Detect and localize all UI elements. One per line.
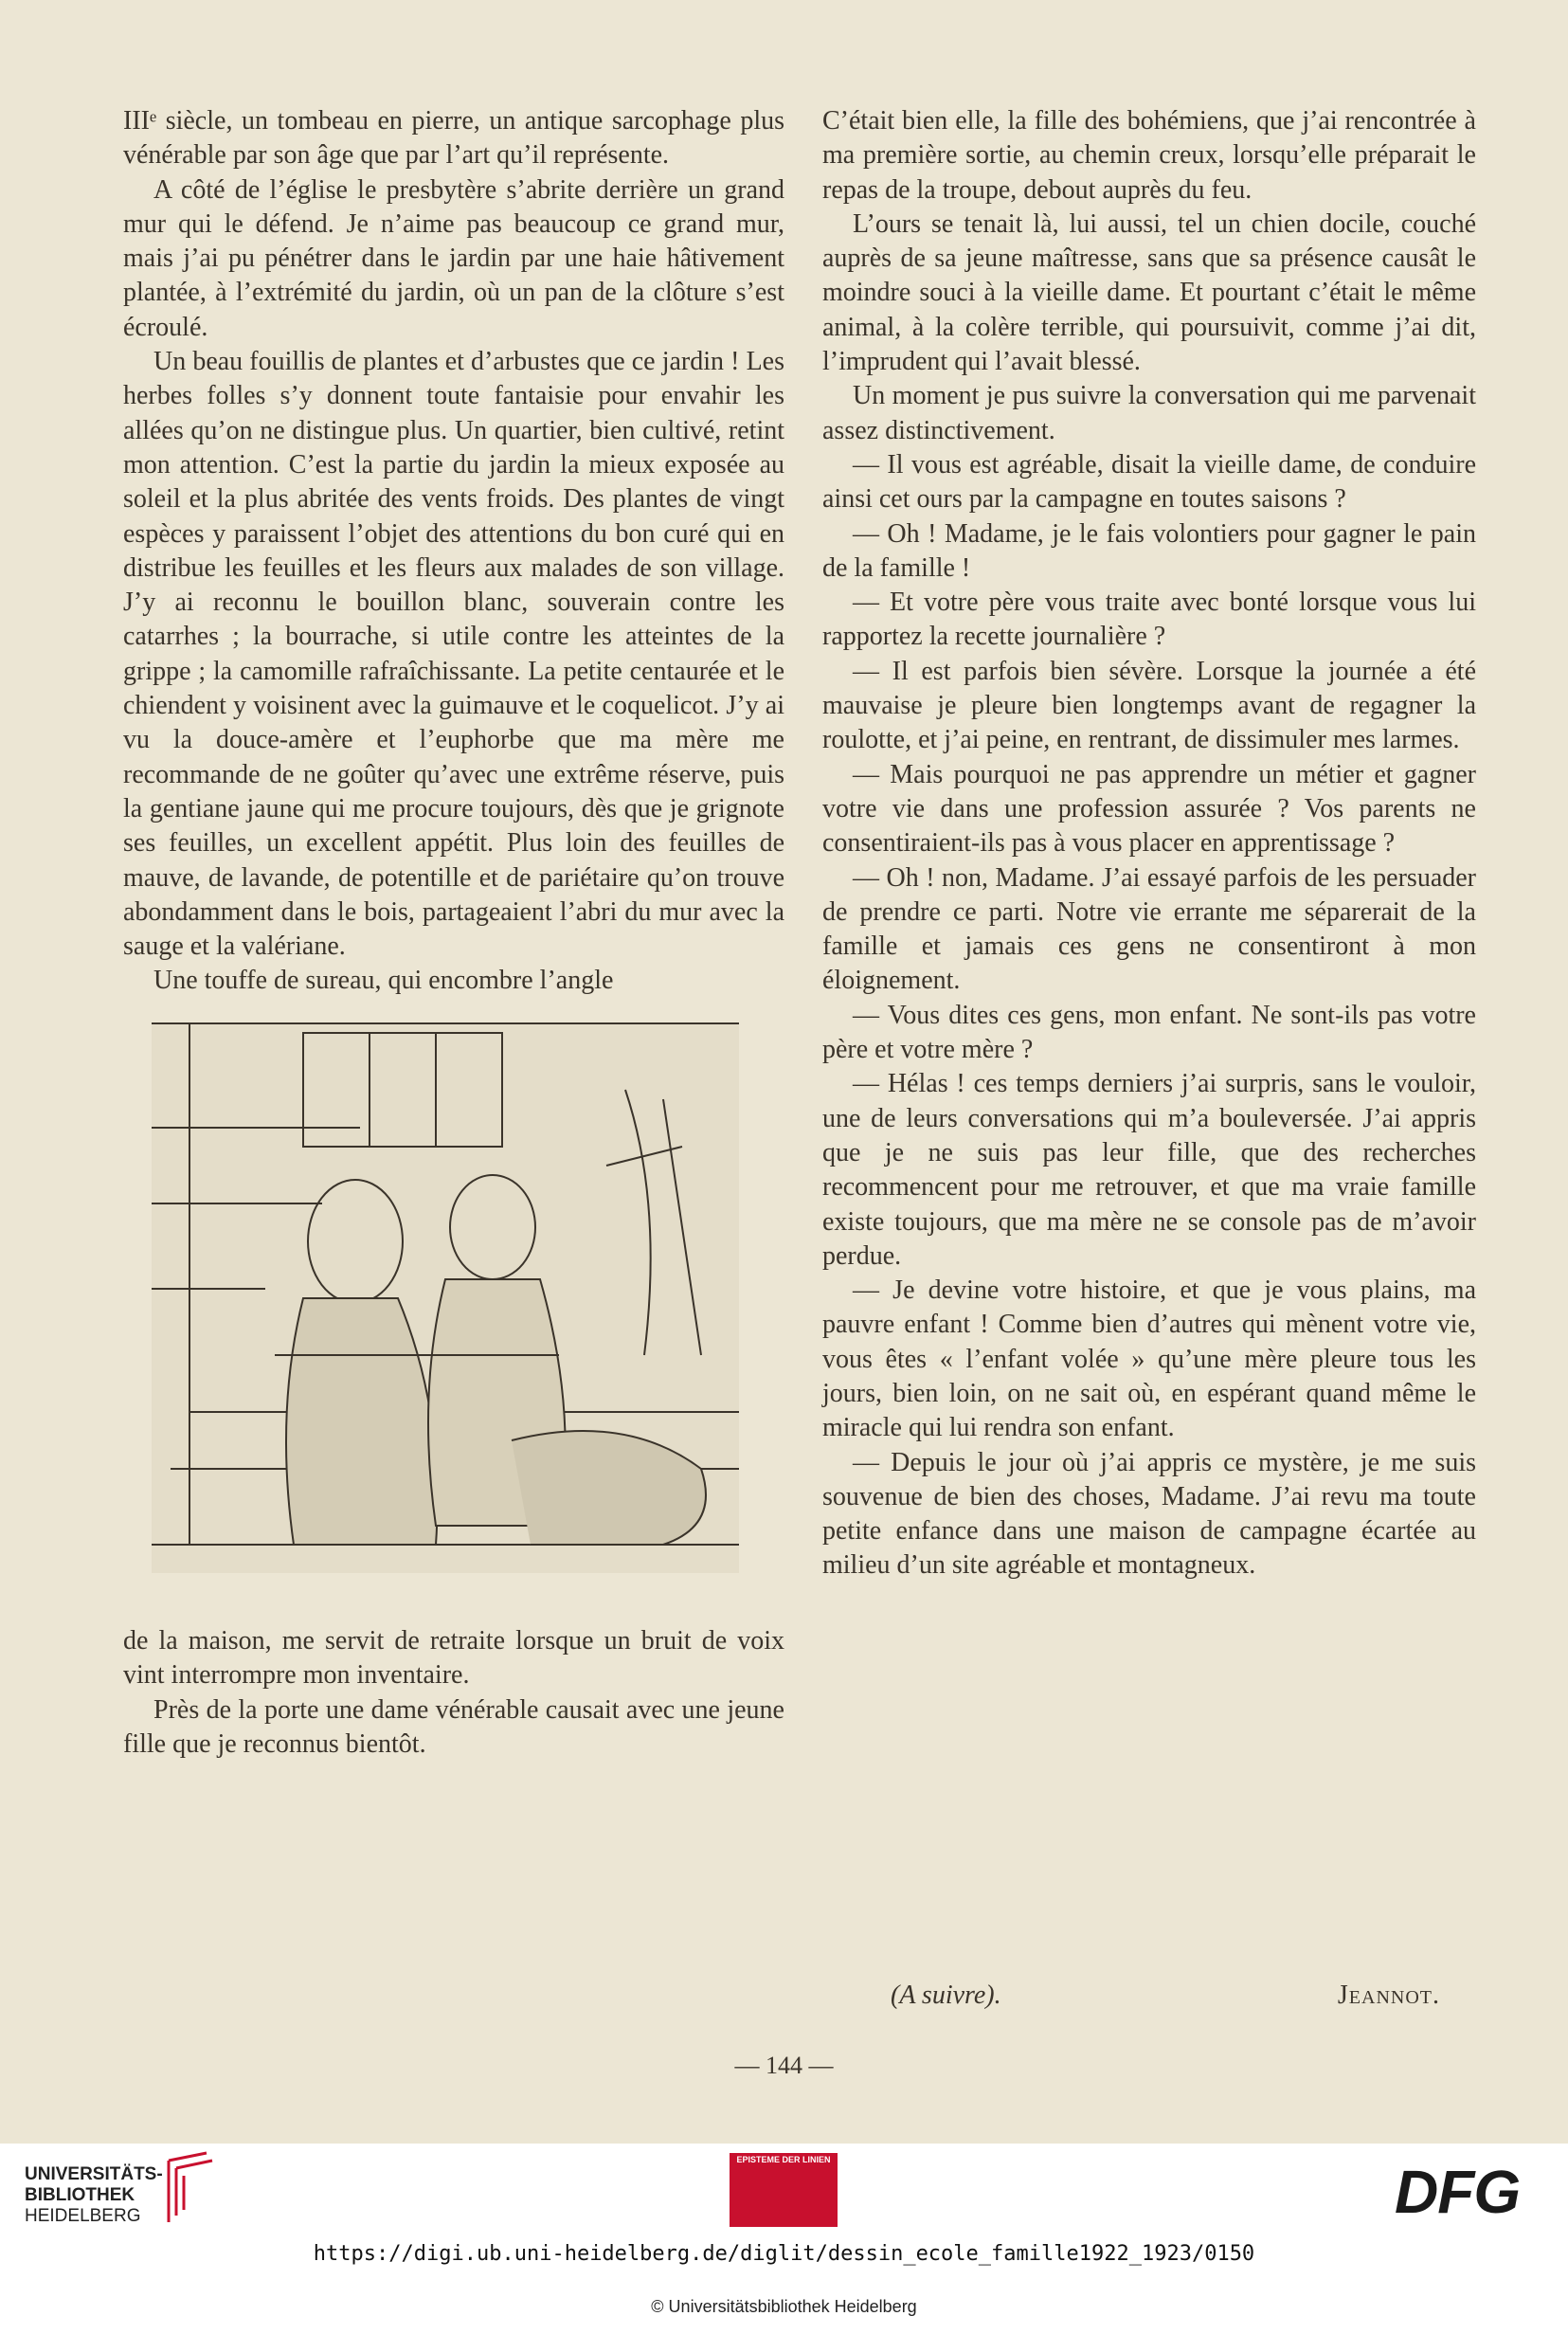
right-paragraphs xyxy=(822,104,1476,1583)
library-logo-icon xyxy=(159,2151,218,2225)
library-line2: BIBLIOTHEK xyxy=(25,2185,135,2205)
right-paragraph: Un moment je pus suivre la conversation qui me parvenait assez distinctivement. xyxy=(822,381,1476,445)
left-after-paragraph: de la maison, me servit de retraite lorsque un bruit de voix vint interrompre mon inventaire. xyxy=(123,1626,784,1691)
dfg-logo[interactable]: DFG xyxy=(1395,2158,1521,2226)
library-line3: HEIDELBERG xyxy=(25,2206,141,2226)
left-paragraph: A côté de l’église le presbytère s’abrite derrière un grand mur qui le défend. Je n’aime pas beaucoup ce grand mur, mais j’ai pu pénétrer dans le jardin par une haie hâtivement plantée, à l’extrémité du jardin, où un pan de la clôture s’est écroulé. xyxy=(123,174,784,342)
page-number: — 144 — xyxy=(734,2052,834,2079)
left-paragraphs-after-image xyxy=(123,1624,784,1762)
right-paragraph: — Oh ! Madame, je le fais volontiers pour gagner le pain de la famille ! xyxy=(822,518,1476,583)
right-paragraph: — Et votre père vous traite avec bonté lorsque vous lui rapportez la recette journalière ? xyxy=(822,588,1476,652)
illustration-two-girls xyxy=(133,1014,758,1601)
right-paragraph: — Oh ! non, Madame. J’ai essayé parfois de les persuader de prendre ce parti. Notre vie errante me séparerait de la famille et jamais ces gens ne consentiront à mon éloignement. xyxy=(822,862,1476,996)
left-paragraphs xyxy=(123,104,784,999)
permalink-url[interactable]: https://digi.ub.uni-heidelberg.de/diglit/dessin_ecole_famille1922_1923/0150 xyxy=(313,2242,1255,2266)
a-suivre: (A suivre). xyxy=(891,1981,1001,2010)
left-paragraph: Une touffe de sureau, qui encombre l’angle xyxy=(153,966,614,996)
library-line1: UNIVERSITÄTS- xyxy=(25,2164,163,2184)
right-paragraph: — Vous dites ces gens, mon enfant. Ne sont-ils pas votre père et votre mère ? xyxy=(822,1000,1476,1065)
left-paragraph: IIIᵉ siècle, un tombeau en pierre, un antique sarcophage plus vénérable par son âge que par l’art qu’il représente. xyxy=(123,106,784,171)
library-logo-text[interactable] xyxy=(25,2164,163,2227)
left-after-paragraph: Près de la porte une dame vénérable causait avec une jeune fille que je reconnus bientôt. xyxy=(123,1694,784,1759)
copyright: © Universitätsbibliothek Heidelberg xyxy=(651,2297,917,2316)
episteme-logo[interactable] xyxy=(730,2153,838,2227)
right-paragraph: — Depuis le jour où j’ai appris ce mystère, je me suis souvenue de bien des choses, Madame. J’ai revu ma toute petite enfance dans une maison de campagne écartée au milieu d’un site agréable et montagneux. xyxy=(822,1447,1476,1581)
signoff xyxy=(891,1981,1440,2011)
right-paragraph: — Je devine votre histoire, et que je vous plains, ma pauvre enfant ! Comme bien d’autres qui mènent votre vie, vous êtes « l’enfant volée » qu’une mère pleure tous les jours, bien loin, on ne sait où, en espérant quand même le miracle qui lui rendra son enfant. xyxy=(822,1276,1476,1443)
right-paragraph: — Mais pourquoi ne pas apprendre un métier et gagner votre vie dans une profession assurée ? Vos parents ne consentiraient-ils pas à vous placer en apprentissage ? xyxy=(822,759,1476,859)
right-column xyxy=(822,104,1476,1583)
author: Jeannot. xyxy=(1337,1981,1440,2010)
episteme-logo-text: EPISTEME DER LINIEN xyxy=(736,2155,831,2164)
right-paragraph: — Il est parfois bien sévère. Lorsque la journée a été mauvaise je pleure bien longtemps avant de regagner la roulotte, et j’ai peine, en rentrant, de dissimuler mes larmes. xyxy=(822,656,1476,755)
left-column xyxy=(123,104,784,1762)
left-paragraph: Un beau fouillis de plantes et d’arbustes que ce jardin ! Les herbes folles s’y donnent toute fantaisie pour envahir les allées qu’on ne distingue plus. Un quartier, bien cultivé, retint mon attention. C’est la partie du jardin la mieux exposée au soleil et la plus abritée des vents froids. Des plantes de vingt espèces y paraissent l’objet des attentions du bon curé qui en distribue les feuilles et les fleurs aux malades de son village. J’y ai reconnu le bouillon blanc, souverain contre les catarrhes ; la bourrache, si utile contre les atteintes de la grippe ; la camomille rafraîchissante. La petite centaurée et le chiendent y voisinent avec la guimauve et le coquelicot. J’y ai vu la douce-amère et l’euphorbe que ma mère me recommande de ne goûter qu’avec une extrême réserve, puis la gentiane jaune qui me procure toujours, dès que je grignote ses feuilles, un excellent appétit. Plus loin des feuilles de mauve, de lavande, de potentille et de pariétaire qu’on trouve abondamment dans le bois, partageaient l’abri du mur avec la sauge et la valériane. xyxy=(123,347,784,962)
right-paragraph: — Hélas ! ces temps derniers j’ai surpris, sans le vouloir, une de leurs conversations qui m’a bouleversée. J’ai appris que je ne suis pas leur fille, que des recherches recommencent pour me retrouver, et que ma vraie famille existe toujours, que ma mère ne se console pas de m’avoir perdue. xyxy=(822,1069,1476,1271)
right-paragraph: C’était bien elle, la fille des bohémiens, que j’ai rencontrée à ma première sortie, au chemin creux, lorsqu’elle préparait le repas de la troupe, debout auprès du feu. xyxy=(822,106,1476,205)
right-paragraph: L’ours se tenait là, lui aussi, tel un chien docile, couché auprès de sa jeune maîtresse, sans que sa présence causât le moindre souci à la vieille dame. Et pourtant c’était le même animal, à la colère terrible, qui poursuivit, comme j’ai dit, l’imprudent qui l’avait blessé. xyxy=(822,208,1476,377)
right-paragraph: — Il vous est agréable, disait la vieille dame, de conduire ainsi cet ours par la campagne en toutes saisons ? xyxy=(822,449,1476,515)
